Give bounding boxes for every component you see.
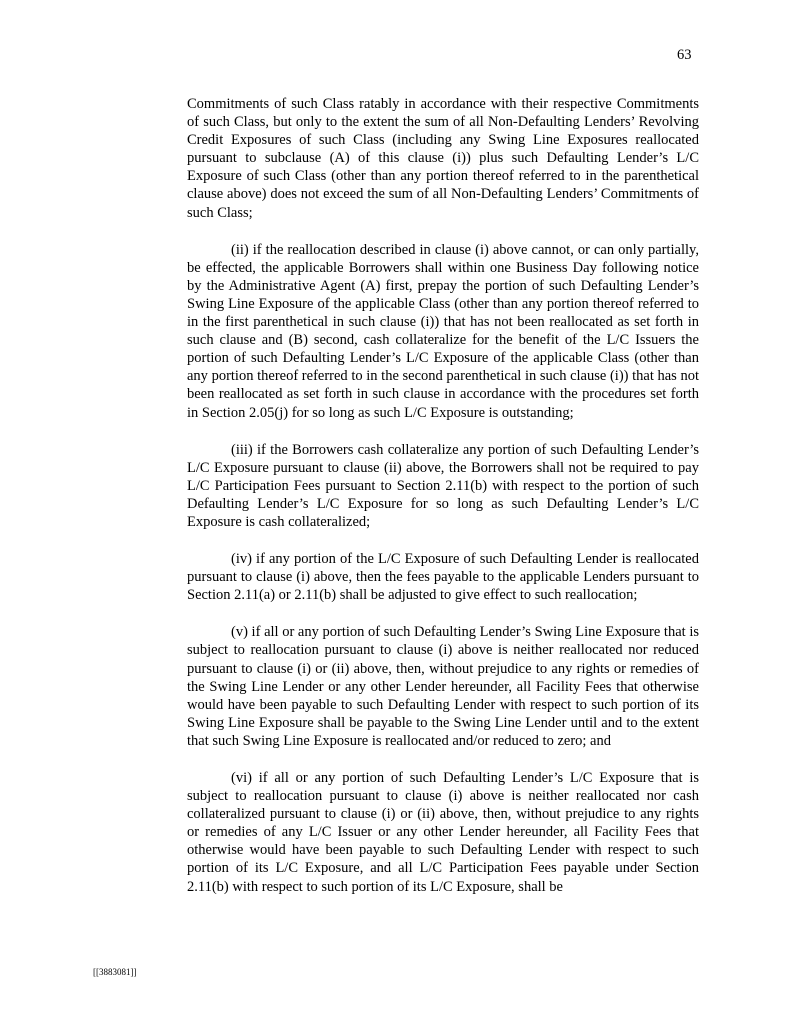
document-body — [187, 95, 699, 915]
page-number: 63 — [677, 47, 692, 63]
paragraph-clause-iii: (iii) if the Borrowers cash collateralize any portion of such Defaulting Lender’s L/C Exposure pursuant to clause (ii) above, the Borrowers shall not be required to pay L/C Participation Fees pursuant to Section 2.11(b) with respect to the portion of such Defaulting Lender’s L/C Exposure for so long as such Defaulting Lender’s L/C Exposure is cash collateralized; — [187, 441, 699, 530]
paragraph-clause-v: (v) if all or any portion of such Defaulting Lender’s Swing Line Exposure that is subject to reallocation pursuant to clause (i) above is neither reallocated nor reduced pursuant to clause (i) or (ii) above, then, without prejudice to any rights or remedies of the Swing Line Lender or any other Lender hereunder, all Facility Fees that otherwise would have been payable to such Defaulting Lender with respect to such portion of its Swing Line Exposure shall be payable to the Swing Line Lender until and to the extent that such Swing Line Exposure is reallocated and/or reduced to zero; and — [187, 624, 699, 749]
document-id-footer: [[3883081]] — [93, 967, 137, 977]
paragraph-clause-ii: (ii) if the reallocation described in clause (i) above cannot, or can only partially, be effected, the applicable Borrowers shall within one Business Day following notice by the Administrative Agent (A) first, prepay the portion of such Defaulting Lender’s Swing Line Exposure of the applicable Class (other than any portion thereof referred to in the first parenthetical in such clause (i)) that has not been reallocated as set forth in such clause and (B) second, cash collateralize for the benefit of the L/C Issuers the portion of such Defaulting Lender’s L/C Exposure of the applicable Class (other than any portion thereof referred to in the second parenthetical in such clause (i)) that has not been reallocated as set forth in such clause in accordance with the procedures set forth in Section 2.05(j) for so long as such L/C Exposure is outstanding; — [187, 241, 699, 421]
paragraph-continuation: Commitments of such Class ratably in accordance with their respective Commitments of such Class, but only to the extent the sum of all Non-Defaulting Lenders’ Revolving Credit Exposures of such Class (including any Swing Line Exposures reallocated pursuant to subclause (A) of this clause (i)) plus such Defaulting Lender’s L/C Exposure of such Class (other than any portion thereof referred to in the parenthetical clause above) does not exceed the sum of all Non-Defaulting Lenders’ Commitments of such Class; — [187, 96, 699, 221]
paragraph-clause-iv: (iv) if any portion of the L/C Exposure of such Defaulting Lender is reallocated pursuant to clause (i) above, then the fees payable to the applicable Lenders pursuant to Section 2.11(a) or 2.11(b) shall be adjusted to give effect to such reallocation; — [187, 551, 699, 604]
paragraph-clause-vi: (vi) if all or any portion of such Defaulting Lender’s L/C Exposure that is subject to reallocation pursuant to clause (i) above is neither reallocated nor cash collateralized pursuant to clause (i) or (ii) above, then, without prejudice to any rights or remedies of any L/C Issuer or any other Lender hereunder, all Facility Fees that otherwise would have been payable to such Defaulting Lender with respect to such portion of its L/C Exposure, and all L/C Participation Fees payable under Section 2.11(b) with respect to such portion of its L/C Exposure, shall be — [187, 770, 699, 895]
